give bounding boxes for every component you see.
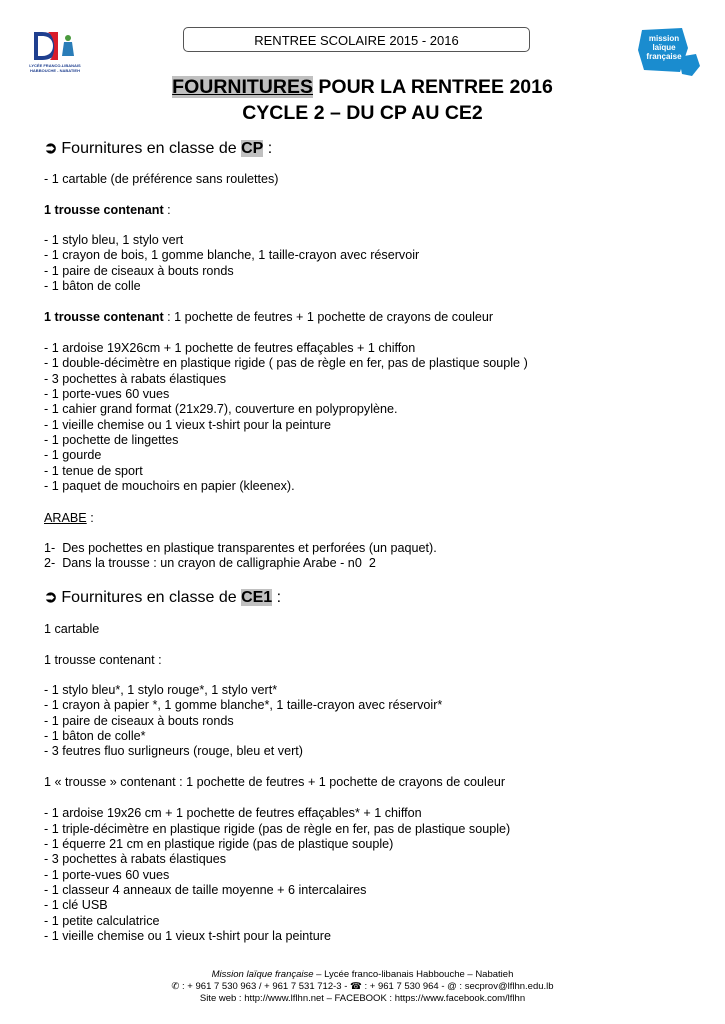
footer-mission: Mission laïque française (211, 969, 314, 980)
list-item: - 1 vieille chemise ou 1 vieux t-shirt pour la peinture (44, 929, 331, 943)
school-logo-text-2: HABBOUCHE - NABATIEH (30, 68, 80, 73)
ce1-trousse1: 1 trousse contenant : (44, 653, 162, 667)
mission-logo-line1: mission (648, 34, 680, 43)
list-item: - 1 paire de ciseaux à bouts ronds (44, 714, 234, 728)
arrow-right-icon: ➲ (44, 140, 58, 157)
ce1-heading (44, 587, 281, 607)
arabe-heading (44, 511, 94, 525)
school-logo (24, 26, 86, 76)
list-item: - 1 stylo bleu, 1 stylo vert (44, 233, 184, 247)
arabe-label: ARABE (44, 511, 87, 525)
list-item: - 1 ardoise 19x26 cm + 1 pochette de feutres effaçables* + 1 chiffon (44, 806, 422, 820)
school-logo-text-1: LYCÉE FRANCO-LIBANAIS (29, 63, 81, 68)
list-item: - 1 porte-vues 60 vues (44, 387, 170, 401)
cp-trousse2-label: 1 trousse contenant (44, 310, 164, 324)
list-item: - 1 gourde (44, 448, 102, 462)
cp-trousse1 (44, 203, 171, 217)
page-title-line1 (0, 76, 725, 99)
footer-line3: Site web : http://www.lflhn.net – FACEBOOK : https://www.facebook.com/lflhn (199, 993, 526, 1004)
cp-heading-class: CP (241, 140, 264, 157)
cp-trousse1-label: 1 trousse contenant (44, 203, 164, 217)
ce1-cartable: 1 cartable (44, 622, 100, 636)
list-item: - 1 porte-vues 60 vues (44, 868, 170, 882)
cp-heading-suffix: : (263, 140, 273, 157)
list-item: - 1 double-décimètre en plastique rigide ( pas de règle en fer, pas de plastique souple ) (44, 356, 528, 370)
title-highlight: FOURNITURES (172, 76, 313, 98)
list-item: - 3 pochettes à rabats élastiques (44, 852, 227, 866)
page-title-line2: CYCLE 2 – DU CP AU CE2 (242, 102, 483, 124)
list-item: - 3 feutres fluo surligneurs (rouge, bleu et vert) (44, 744, 303, 758)
footer-fax-email: : + 961 7 530 964 - @ : secprov@lflhn.edu.lb (361, 981, 554, 992)
list-item: - 1 vieille chemise ou 1 vieux t-shirt pour la peinture (44, 418, 331, 432)
list-item: - 1 ardoise 19X26cm + 1 pochette de feutres effaçables + 1 chiffon (44, 341, 416, 355)
phone-icon: ✆ (171, 981, 180, 992)
cp-heading (44, 138, 272, 158)
footer-line1 (0, 969, 725, 981)
list-item: - 1 tenue de sport (44, 464, 143, 478)
list-item: - 1 crayon à papier *, 1 gomme blanche*, 1 taille-crayon avec réservoir* (44, 698, 443, 712)
cp-trousse2 (44, 310, 493, 324)
list-item: - 1 crayon de bois, 1 gomme blanche, 1 taille-crayon avec réservoir (44, 248, 420, 262)
cp-trousse2-suffix: : 1 pochette de feutres + 1 pochette de crayons de couleur (163, 310, 494, 324)
list-item: 1- Des pochettes en plastique transparentes et perforées (un paquet). (44, 541, 437, 555)
list-item: - 1 triple-décimètre en plastique rigide (pas de règle en fer, pas de plastique souple) (44, 822, 511, 836)
list-item: - 1 bâton de colle (44, 279, 141, 293)
mission-laique-logo (636, 26, 701, 78)
list-item: - 1 bâton de colle* (44, 729, 146, 743)
list-item: - 1 clé USB (44, 898, 108, 912)
list-item: - 1 paire de ciseaux à bouts ronds (44, 264, 234, 278)
footer-phones: : + 961 7 530 963 / + 961 7 531 712-3 - (179, 981, 350, 992)
ce1-heading-suffix: : (272, 589, 282, 606)
list-item: - 1 petite calculatrice (44, 914, 160, 928)
footer-lycee: – Lycée franco-libanais Habbouche – Nabatieh (313, 969, 514, 980)
footer-line2 (0, 981, 725, 993)
cp-cartable: - 1 cartable (de préférence sans roulettes) (44, 172, 279, 186)
list-item: 2- Dans la trousse : un crayon de calligraphie Arabe - n0 2 (44, 556, 376, 570)
mission-logo-line3: française (646, 52, 682, 61)
mission-logo-line2: laïque (652, 43, 676, 52)
list-item: - 3 pochettes à rabats élastiques (44, 372, 227, 386)
fax-icon: ☎ (350, 981, 362, 992)
title-rest: POUR LA RENTREE 2016 (313, 76, 553, 98)
list-item: - 1 pochette de lingettes (44, 433, 179, 447)
list-item: - 1 paquet de mouchoirs en papier (kleenex). (44, 479, 295, 493)
list-item: - 1 classeur 4 anneaux de taille moyenne + 6 intercalaires (44, 883, 367, 897)
ce1-trousse2: 1 « trousse » contenant : 1 pochette de feutres + 1 pochette de crayons de couleur (44, 775, 506, 789)
list-item: - 1 stylo bleu*, 1 stylo rouge*, 1 stylo vert* (44, 683, 278, 697)
list-item: - 1 cahier grand format (21x29.7), couverture en polypropylène. (44, 402, 398, 416)
cp-heading-prefix: Fournitures en classe de (61, 140, 242, 157)
arabe-suffix: : (86, 511, 94, 525)
ce1-heading-class: CE1 (241, 589, 273, 606)
ce1-heading-prefix: Fournitures en classe de (61, 589, 242, 606)
list-item: - 1 équerre 21 cm en plastique rigide (pas de plastique souple) (44, 837, 394, 851)
cp-trousse1-suffix: : (163, 203, 171, 217)
school-year-banner: RENTREE SCOLAIRE 2015 - 2016 (183, 27, 530, 52)
arrow-right-icon: ➲ (44, 589, 58, 606)
